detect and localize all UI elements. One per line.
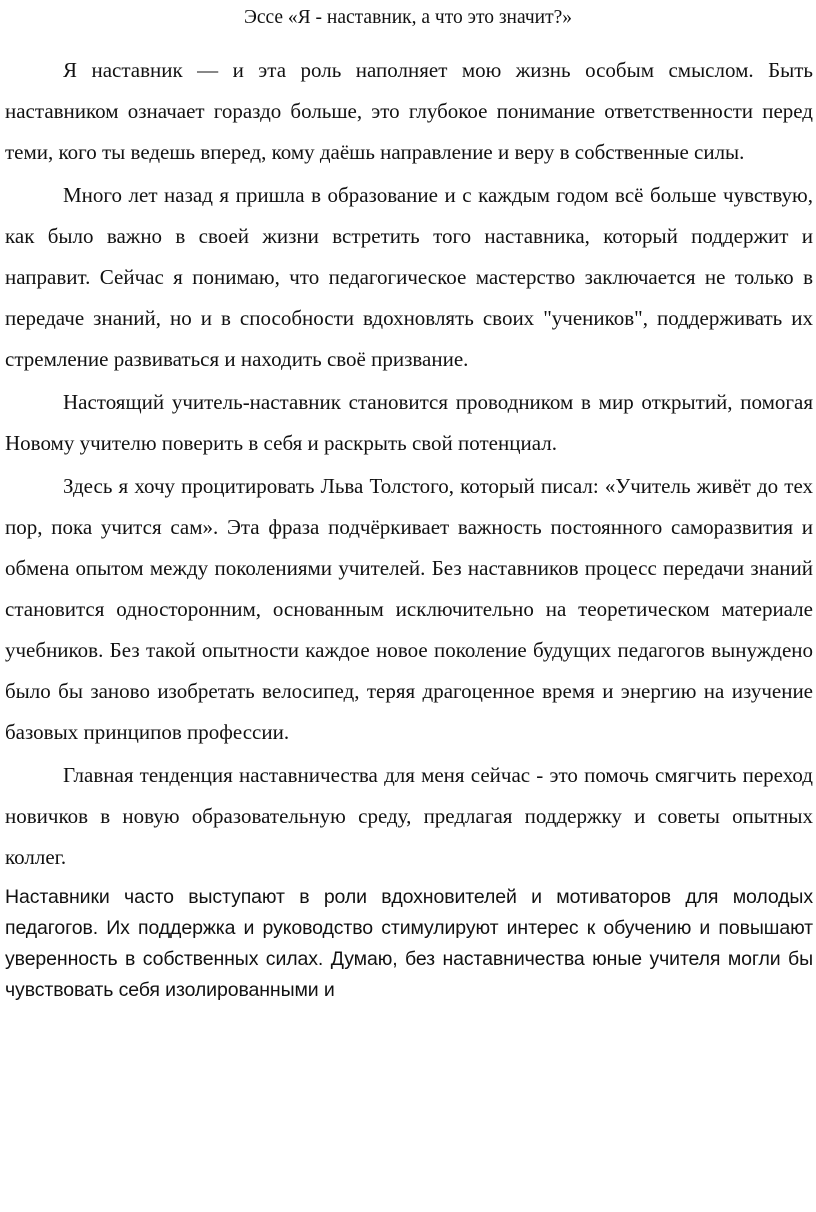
paragraph-6: Наставники часто выступают в роли вдохновителей и мотиваторов для молодых педагогов. Их поддержка и руководство стимулируют интерес к обучению и повышают уверенность в собственных силах. Думаю, без наставничества юные учителя могли бы чувствовать себя изолированными и [5, 886, 813, 1001]
paragraph-1: Я наставник — и эта роль наполняет мою жизнь особым смыслом. Быть наставником означает гораздо больше, это глубокое понимание ответственности перед теми, кого ты ведешь вперед, кому даёшь направление и веру в собственные силы. [5, 58, 813, 164]
essay-body [5, 50, 813, 1006]
paragraph-3: Настоящий учитель-наставник становится проводником в мир открытий, помогая Новому учителю поверить в себя и раскрыть свой потенциал. [5, 390, 813, 455]
essay-title: Эссе «Я - наставник, а что это значит?» [243, 7, 573, 28]
paragraph-4: Здесь я хочу процитировать Льва Толстого, который писал: «Учитель живёт до тех пор, пока учится сам». Эта фраза подчёркивает важность постоянного саморазвития и обмена опытом между поколениями учителей. Без наставников процесс передачи знаний становится односторонним, основанным исключительно на теоретическом материале учебников. Без такой опытности каждое новое поколение будущих педагогов вынуждено было бы заново изобретать велосипед, теряя драгоценное время и энергию на изучение базовых принципов профессии. [5, 474, 813, 744]
paragraph-5: Главная тенденция наставничества для меня сейчас - это помочь смягчить переход новичков в новую образовательную среду, предлагая поддержку и советы опытных коллег. [5, 763, 813, 869]
paragraph-2: Много лет назад я пришла в образование и с каждым годом всё больше чувствую, как было важно в своей жизни встретить того наставника, который поддержит и направит. Сейчас я понимаю, что педагогическое мастерство заключается не только в передаче знаний, но и в способности вдохновлять своих "учеников", поддерживать их стремление развиваться и находить своё призвание. [5, 183, 813, 371]
